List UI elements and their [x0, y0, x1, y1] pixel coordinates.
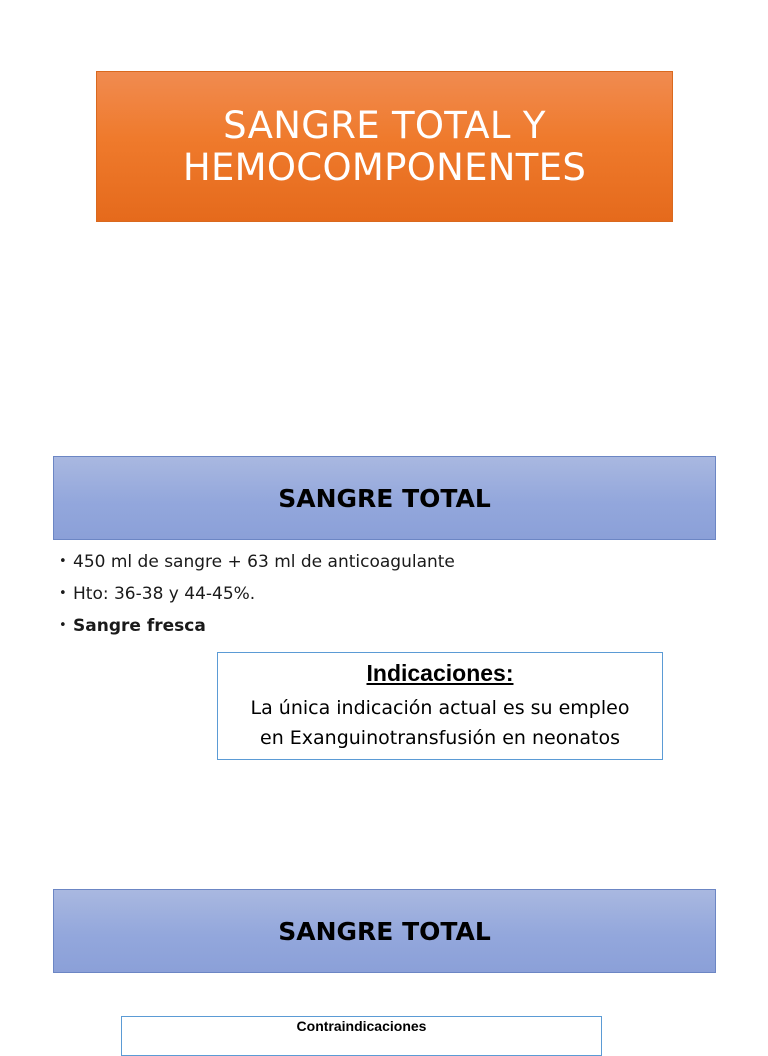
bullet-text-3: Sangre fresca	[73, 616, 206, 636]
section-header-1-label: SANGRE TOTAL	[278, 483, 491, 513]
list-item	[59, 580, 455, 612]
title-line-1: SANGRE TOTAL Y	[223, 103, 546, 147]
indications-line-2: en Exanguinotransfusión en neonatos	[260, 727, 620, 749]
title-line-2: HEMOCOMPONENTES	[182, 145, 587, 189]
section-header-1	[53, 456, 716, 540]
list-item	[59, 612, 455, 644]
contraindications-title: Contraindicaciones	[296, 1018, 427, 1034]
indications-line-1: La única indicación actual es su empleo	[250, 697, 630, 719]
bullet-icon: •	[59, 618, 67, 633]
indications-box	[217, 652, 663, 760]
contraindications-box	[121, 1016, 602, 1056]
bullet-icon: •	[59, 586, 67, 601]
section-header-2	[53, 889, 716, 973]
bullet-icon: •	[59, 554, 67, 569]
title-banner	[96, 71, 673, 222]
bullet-list	[59, 548, 455, 644]
section-header-2-label: SANGRE TOTAL	[278, 916, 491, 946]
indications-body	[218, 693, 662, 753]
bullet-text-2: Hto: 36-38 y 44-45%.	[73, 584, 256, 604]
indications-title: Indicaciones:	[366, 660, 514, 686]
list-item	[59, 548, 455, 580]
page-title	[183, 105, 586, 189]
bullet-text-1: 450 ml de sangre + 63 ml de anticoagulante	[73, 552, 455, 572]
